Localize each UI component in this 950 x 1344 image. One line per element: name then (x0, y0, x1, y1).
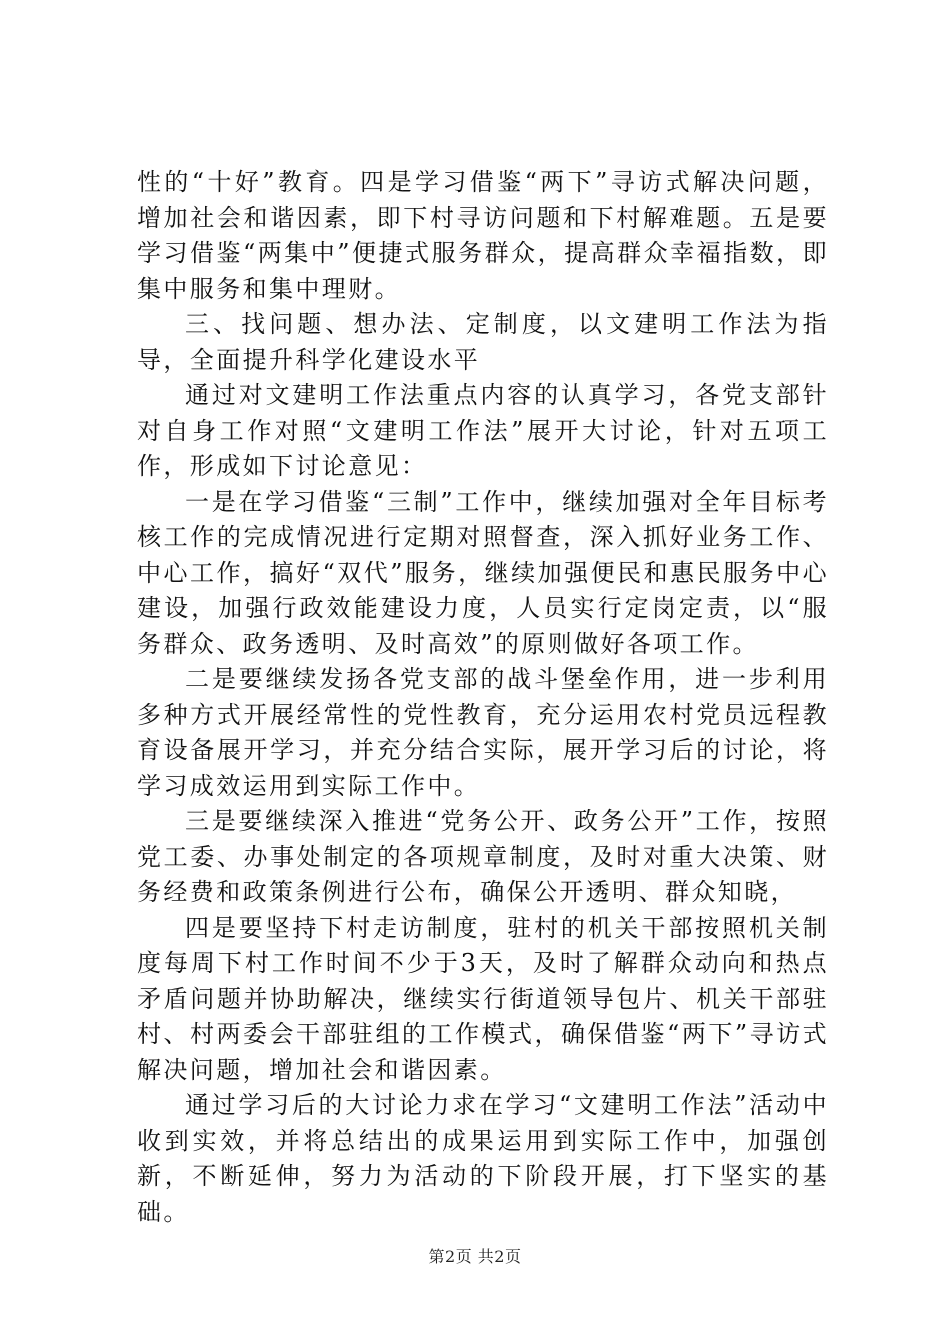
paragraph: 性的“十好”教育。四是学习借鉴“两下”寻访式解决问题，增加社会和谐因素，即下村寻访问题和下村解难题。五是要学习借鉴“两集中”便捷式服务群众，提高群众幸福指数，即集中服务和集中理财。 (137, 168, 829, 303)
document-body (137, 165, 829, 1230)
page-number: 第2页 共2页 (428, 1247, 522, 1266)
section-heading: 三、找问题、想办法、定制度，以文建明工作法为指导，全面提升科学化建设水平 (137, 310, 829, 374)
paragraph: 二是要继续发扬各党支部的战斗堡垒作用，进一步利用多种方式开展经常性的党性教育，充分运用农村党员远程教育设备展开学习，并充分结合实际，展开学习后的讨论，将学习成效运用到实际工作中。 (137, 665, 829, 800)
paragraph: 通过对文建明工作法重点内容的认真学习，各党支部针对自身工作对照“文建明工作法”展开大讨论，针对五项工作，形成如下讨论意见： (137, 381, 829, 480)
paragraph: 一是在学习借鉴“三制”工作中，继续加强对全年目标考核工作的完成情况进行定期对照督查，深入抓好业务工作、中心工作，搞好“双代”服务，继续加强便民和惠民服务中心建设，加强行政效能建设力度，人员实行定岗定责，以“服务群众、政务透明、及时高效”的原则做好各项工作。 (137, 487, 829, 658)
paragraph: 四是要坚持下村走访制度，驻村的机关干部按照机关制度每周下村工作时间不少于3天，及时了解群众动向和热点矛盾问题并协助解决，继续实行街道领导包片、机关干部驻村、村两委会干部驻组的工作模式，确保借鉴“两下”寻访式解决问题，增加社会和谐因素。 (137, 913, 829, 1084)
paragraph: 通过学习后的大讨论力求在学习“文建明工作法”活动中收到实效，并将总结出的成果运用到实际工作中，加强创新，不断延伸，努力为活动的下阶段开展，打下坚实的基础。 (137, 1091, 829, 1226)
paragraph: 三是要继续深入推进“党务公开、政务公开”工作，按照党工委、办事处制定的各项规章制度，及时对重大决策、财务经费和政策条例进行公布，确保公开透明、群众知晓， (137, 807, 829, 906)
page-footer (0, 1244, 950, 1267)
